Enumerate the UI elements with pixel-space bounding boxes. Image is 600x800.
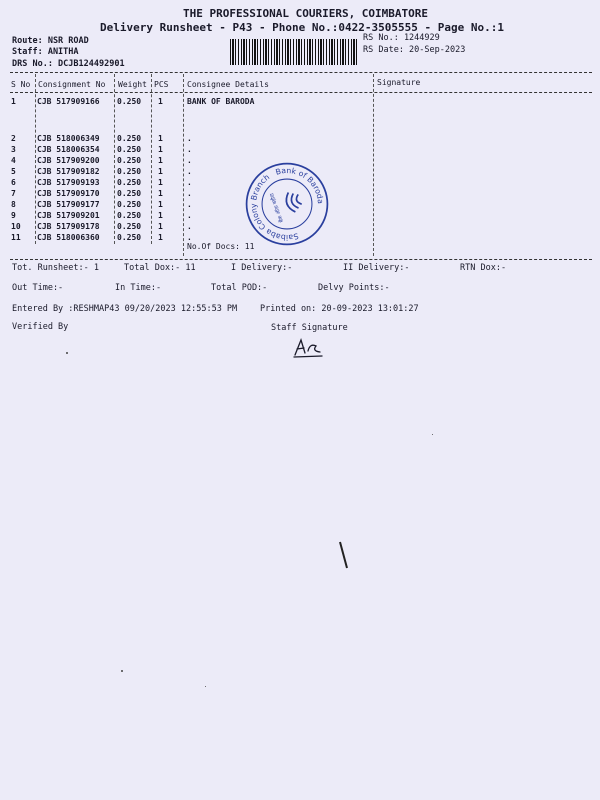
scan-speck <box>432 434 433 435</box>
entered-by: Entered By :RESHMAP43 09/20/2023 12:55:53 PM <box>12 304 238 314</box>
col-header-signature: Signature <box>377 78 421 87</box>
cell-consignment-no: CJB 517909166 <box>37 97 100 106</box>
cell-sno: 1 <box>11 97 16 106</box>
in-time: In Time:- <box>115 283 162 293</box>
cell-pcs: 1 <box>158 145 163 154</box>
scan-speck <box>121 670 123 672</box>
scan-speck <box>205 686 206 687</box>
staff-label: Staff: ANITHA <box>12 47 79 57</box>
cell-weight: 0.250 <box>117 200 142 209</box>
rtn-dox: RTN Dox:- <box>460 263 507 273</box>
cell-sno: 4 <box>11 156 16 165</box>
col-header-sno: S No <box>11 80 31 89</box>
cell-sno: 6 <box>11 178 16 187</box>
col-divider <box>35 74 36 244</box>
cell-consignment-no: CJB 517909193 <box>37 178 100 187</box>
scan-mark <box>338 540 350 570</box>
cell-consignee: . <box>187 211 192 220</box>
col-header-weight: Weight <box>118 80 147 89</box>
cell-sno: 8 <box>11 200 16 209</box>
drs-number: DRS No.: DCJB124492901 <box>12 59 125 69</box>
stamp-bank-text: Bank of Baroda <box>274 165 326 205</box>
cell-consignment-no: CJB 518006360 <box>37 233 100 242</box>
cell-weight: 0.250 <box>117 211 142 220</box>
cell-sno: 7 <box>11 189 16 198</box>
col-divider <box>114 74 115 244</box>
printed-on: Printed on: 20-09-2023 13:01:27 <box>260 304 419 314</box>
cell-pcs: 1 <box>158 189 163 198</box>
cell-sno: 10 <box>11 222 21 231</box>
cell-consignment-no: CJB 517909178 <box>37 222 100 231</box>
cell-weight: 0.250 <box>117 189 142 198</box>
cell-pcs: 1 <box>158 97 163 106</box>
col-divider <box>373 74 374 256</box>
total-pod: Total POD:- <box>211 283 268 293</box>
cell-sno: 3 <box>11 145 16 154</box>
rs-date: RS Date: 20-Sep-2023 <box>363 45 466 55</box>
out-time: Out Time:- <box>12 283 64 293</box>
table-top-rule <box>10 72 592 73</box>
svg-text:Bank of Baroda <box>274 161 327 216</box>
cell-sno: 2 <box>11 134 16 143</box>
staff-signature-label: Staff Signature <box>271 323 348 333</box>
cell-sno: 5 <box>11 167 16 176</box>
cell-pcs: 1 <box>158 156 163 165</box>
cell-sno: 11 <box>11 233 21 242</box>
tot-runsheet: Tot. Runsheet:- 1 <box>12 263 99 273</box>
col-header-consignee: Consignee Details <box>187 80 269 89</box>
cell-weight: 0.250 <box>117 167 142 176</box>
cell-weight: 0.250 <box>117 178 142 187</box>
cell-consignment-no: CJB 517909177 <box>37 200 100 209</box>
table-bottom-rule <box>10 259 592 260</box>
cell-consignment-no: CJB 518006354 <box>37 145 100 154</box>
table-header-rule <box>10 92 592 93</box>
bank-logo-icon <box>283 190 303 214</box>
total-dox: Total Dox:- 11 <box>124 263 196 273</box>
cell-weight: 0.250 <box>117 222 142 231</box>
cell-consignee: . <box>187 134 192 143</box>
col-header-consignment: Consignment No <box>38 80 106 89</box>
cell-consignee: . <box>187 222 192 231</box>
cell-consignee: . <box>187 145 192 154</box>
cell-consignment-no: CJB 517909201 <box>37 211 100 220</box>
no-of-docs: No.Of Docs: 11 <box>187 242 255 251</box>
route-label: Route: NSR ROAD <box>12 36 89 46</box>
cell-consignee: . <box>187 189 192 198</box>
rs-number: RS No.: 1244929 <box>363 33 440 43</box>
col-header-pcs: PCS <box>154 80 169 89</box>
stamp-branch-text: Saibaba Colony Branch <box>248 172 300 242</box>
cell-pcs: 1 <box>158 167 163 176</box>
cell-consignment-no: CJB 517909200 <box>37 156 100 165</box>
delvy-points: Delvy Points:- <box>318 283 390 293</box>
cell-consignee: BANK OF BARODA <box>187 97 255 106</box>
cell-weight: 0.250 <box>117 145 142 154</box>
barcode <box>230 39 359 65</box>
cell-consignment-no: CJB 517909182 <box>37 167 100 176</box>
verified-by: Verified By <box>12 322 69 332</box>
cell-pcs: 1 <box>158 178 163 187</box>
cell-consignee: . <box>187 233 192 242</box>
cell-pcs: 1 <box>158 200 163 209</box>
cell-pcs: 1 <box>158 233 163 242</box>
stamp-hindi-text: बैंक ऑफ़ बड़ौदा <box>269 192 286 223</box>
cell-consignee: . <box>187 178 192 187</box>
cell-consignee: . <box>187 167 192 176</box>
scan-speck <box>66 352 68 354</box>
cell-consignment-no: CJB 517909170 <box>37 189 100 198</box>
runsheet-subtitle: Delivery Runsheet - P43 - Phone No.:0422-3505555 - Page No.:1 <box>100 21 504 34</box>
cell-consignee: . <box>187 200 192 209</box>
cell-weight: 0.250 <box>117 156 142 165</box>
staff-signature-scribble <box>292 337 326 359</box>
cell-weight: 0.250 <box>117 134 142 143</box>
col-divider <box>183 74 184 256</box>
cell-pcs: 1 <box>158 134 163 143</box>
ii-delivery: II Delivery:- <box>343 263 410 273</box>
col-divider <box>151 74 152 244</box>
cell-pcs: 1 <box>158 211 163 220</box>
cell-consignee: . <box>187 156 192 165</box>
i-delivery: I Delivery:- <box>231 263 293 273</box>
company-title: THE PROFESSIONAL COURIERS, COIMBATORE <box>183 7 429 20</box>
bank-stamp <box>244 161 330 247</box>
cell-sno: 9 <box>11 211 16 220</box>
svg-text:Saibaba Colony Branch <box>244 169 300 247</box>
cell-pcs: 1 <box>158 222 163 231</box>
cell-consignment-no: CJB 518006349 <box>37 134 100 143</box>
cell-weight: 0.250 <box>117 233 142 242</box>
cell-weight: 0.250 <box>117 97 142 106</box>
